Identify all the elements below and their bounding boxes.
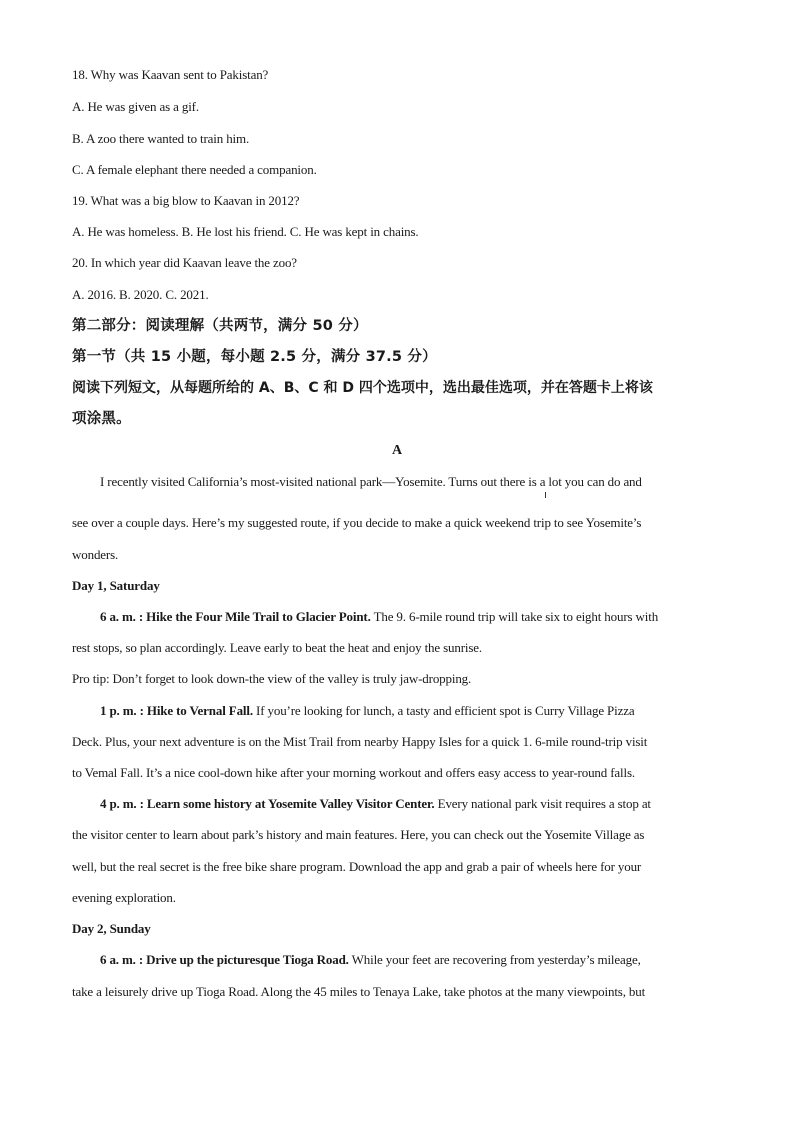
question-18-option-a: A. He was given as a gif. xyxy=(72,99,199,114)
question-18-option-c: C. A female elephant there needed a companion. xyxy=(72,162,317,177)
itinerary-item-2-line-3: to Vemal Fall. It’s a nice cool-down hike after your morning workout and offers easy access to year-round falls. xyxy=(72,765,635,780)
itinerary-item-1-line-2: rest stops, so plan accordingly. Leave early to beat the heat and enjoy the sunrise. xyxy=(72,640,483,655)
itinerary-item-2-text: If you’re looking for lunch, a tasty and efficient spot is Curry Village Pizza xyxy=(252,703,635,718)
passage-intro-line-1: I recently visited California’s most-visited national park—Yosemite. Turns out there is a lot you can do and xyxy=(100,474,642,489)
instruction-line-2: 项涂黑。 xyxy=(72,411,131,427)
itinerary-item-4-text: While your feet are recovering from yesterday’s mileage, xyxy=(348,952,641,967)
instruction-line-1: 阅读下列短文，从每题所给的 A、B、C 和 D 四个选项中，选出最佳选项，并在答题卡上将该 xyxy=(72,380,653,396)
itinerary-item-1-time-title: 6 a. m. : Hike the Four Mile Trail to Glacier Point. xyxy=(100,609,371,624)
itinerary-item-3-line-4: evening exploration. xyxy=(72,890,176,905)
stray-tick-mark xyxy=(545,492,546,498)
question-18-stem: 18. Why was Kaavan sent to Pakistan? xyxy=(72,67,269,82)
question-19-options: A. He was homeless. B. He lost his friend. C. He was kept in chains. xyxy=(72,224,419,239)
itinerary-item-2-line-2: Deck. Plus, your next adventure is on the Mist Trail from nearby Happy Isles for a quick 1. 6-mile round-trip visit xyxy=(72,734,648,749)
itinerary-item-3-line-2: the visitor center to learn about park’s history and main features. Here, you can check out the Yosemite Village as xyxy=(72,827,645,842)
passage-intro-line-3: wonders. xyxy=(72,547,119,562)
itinerary-item-2 xyxy=(72,703,722,719)
passage-intro-line-2: see over a couple days. Here’s my suggested route, if you decide to make a quick weekend trip to see Yosemite’s xyxy=(72,515,642,530)
question-18-option-b: B. A zoo there wanted to train him. xyxy=(72,131,250,146)
itinerary-item-4-time-title: 6 a. m. : Drive up the picturesque Tioga Road. xyxy=(100,952,349,967)
passage-heading: A xyxy=(392,443,402,458)
itinerary-item-1 xyxy=(72,609,722,625)
question-20-options: A. 2016. B. 2020. C. 2021. xyxy=(72,287,209,302)
itinerary-item-4 xyxy=(72,952,722,968)
itinerary-item-2-time-title: 1 p. m. : Hike to Vernal Fall. xyxy=(100,703,253,718)
itinerary-item-4-line-2: take a leisurely drive up Tioga Road. Along the 45 miles to Tenaya Lake, take photos at the many viewpoints, but xyxy=(72,984,646,999)
itinerary-item-1-text: The 9. 6-mile round trip will take six to eight hours with xyxy=(370,609,659,624)
question-19-stem: 19. What was a big blow to Kaavan in 2012? xyxy=(72,193,300,208)
part-title: 第二部分：阅读理解（共两节，满分 50 分） xyxy=(72,318,368,334)
itinerary-item-3-time-title: 4 p. m. : Learn some history at Yosemite Valley Visitor Center. xyxy=(100,796,435,811)
subsection-title: 第一节（共 15 小题，每小题 2.5 分，满分 37.5 分） xyxy=(72,349,437,365)
question-20-stem: 20. In which year did Kaavan leave the zoo? xyxy=(72,255,297,270)
pro-tip: Pro tip: Don’t forget to look down-the view of the valley is truly jaw-dropping. xyxy=(72,671,472,686)
itinerary-item-3 xyxy=(72,796,722,812)
day-2-heading: Day 2, Sunday xyxy=(72,921,151,936)
itinerary-item-3-text: Every national park visit requires a stop at xyxy=(434,796,651,811)
itinerary-item-3-line-3: well, but the real secret is the free bike share program. Download the app and grab a pair of wheels here for your xyxy=(72,859,642,874)
day-1-heading: Day 1, Saturday xyxy=(72,578,160,593)
